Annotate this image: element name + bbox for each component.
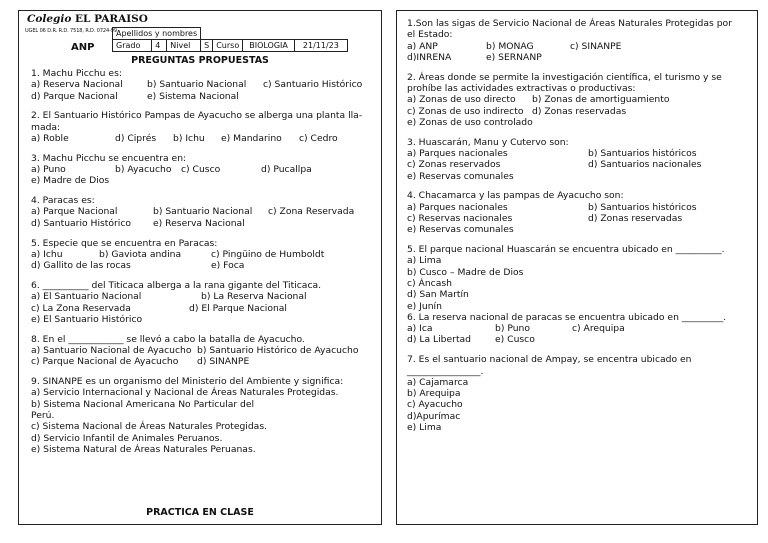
answer-option: b) Santuarios históricos bbox=[588, 147, 697, 159]
answer-option: e) Sistema Nacional bbox=[147, 90, 239, 102]
question-line bbox=[407, 83, 747, 94]
question-line bbox=[31, 153, 377, 164]
answer-option: d)INRENA bbox=[407, 51, 452, 63]
question-line bbox=[407, 190, 747, 201]
question-text: 3. Huascarán, Manu y Cutervo son: bbox=[407, 136, 569, 148]
answer-option: d) Gallito de las rocas bbox=[31, 260, 131, 272]
left-question-6 bbox=[31, 280, 377, 325]
right-worksheet-panel bbox=[396, 10, 758, 525]
question-text: prohíbe las actividades extractivas o productivas: bbox=[407, 82, 636, 94]
answer-option: d) Santuarios nacionales bbox=[588, 159, 702, 171]
question-line bbox=[407, 323, 747, 334]
level-label: Nivel bbox=[167, 40, 201, 52]
answer-option: c) Zona Reservada bbox=[268, 206, 355, 218]
answer-option: c) Arequipa bbox=[572, 323, 625, 335]
question-line bbox=[407, 377, 747, 388]
answer-option: c) La Zona Reservada bbox=[31, 302, 131, 314]
right-question-5 bbox=[407, 244, 747, 346]
answer-option: b) Santuario Histórico de Ayacucho bbox=[197, 344, 359, 356]
answer-option: d) El Parque Nacional bbox=[189, 302, 287, 314]
answer-option: a) Santuario Nacional de Ayacucho bbox=[31, 344, 192, 356]
question-text: 1. Machu Picchu es: bbox=[31, 68, 122, 79]
answer-option: c) Zonas de uso indirecto bbox=[407, 105, 524, 117]
answer-option: e) Mandarino bbox=[221, 132, 282, 144]
question-text: mada: bbox=[31, 121, 61, 133]
left-question-5 bbox=[31, 238, 377, 272]
answer-option: a) Servicio Internacional y Nacional de Áreas Naturales Protegidas. bbox=[31, 387, 339, 399]
answer-option: a) Zonas de uso directo bbox=[407, 94, 516, 106]
question-line bbox=[31, 410, 377, 421]
question-line bbox=[407, 106, 747, 117]
answer-option: a) Cajamarca bbox=[407, 376, 469, 388]
question-text: Perú. bbox=[31, 409, 55, 421]
question-line bbox=[31, 164, 377, 175]
question-text: 2. Áreas donde se permite la investigación científica, el turismo y se bbox=[407, 71, 722, 83]
left-question-7 bbox=[31, 334, 377, 368]
course-label: Curso bbox=[213, 40, 243, 52]
question-text: 8. En el ____________ se llevó a cabo la batalla de Ayacucho. bbox=[31, 333, 305, 345]
question-line bbox=[31, 68, 377, 79]
question-line bbox=[407, 278, 747, 289]
grade-label: Grado bbox=[113, 40, 152, 52]
answer-option: e) Reservas comunales bbox=[407, 170, 514, 182]
logo-name: EL PARAISO bbox=[75, 13, 148, 25]
date-value: 21/11/23 bbox=[294, 40, 347, 52]
answer-option: a) Parques nacionales bbox=[407, 201, 508, 213]
school-logo bbox=[27, 13, 148, 25]
answer-option: d) Parque Nacional bbox=[31, 90, 118, 102]
question-line bbox=[31, 122, 377, 133]
question-line bbox=[31, 303, 377, 314]
right-question-6 bbox=[407, 354, 747, 433]
left-question-4 bbox=[31, 195, 377, 229]
question-line bbox=[407, 267, 747, 278]
question-line bbox=[407, 213, 747, 224]
question-text: 7. Es el santuario nacional de Ampay, se encentra ubicado en bbox=[407, 354, 692, 366]
question-text: el Estado: bbox=[407, 29, 453, 41]
answer-option: a) Roble bbox=[31, 132, 69, 144]
question-line bbox=[31, 433, 377, 444]
left-question-2 bbox=[31, 110, 377, 144]
answer-option: b) Santuario Nacional bbox=[153, 206, 253, 218]
left-question-8 bbox=[31, 376, 377, 455]
question-line bbox=[407, 255, 747, 266]
answer-option: d) San Martín bbox=[407, 289, 469, 301]
question-line bbox=[31, 291, 377, 302]
answer-option: d) Servicio Infantil de Animales Peruanos. bbox=[31, 432, 223, 444]
question-text: 4. Paracas es: bbox=[31, 195, 95, 207]
answer-option: b) Puno bbox=[495, 323, 530, 335]
answer-option: c) Áncash bbox=[407, 277, 452, 289]
answer-option: d) SINANPE bbox=[197, 356, 250, 368]
answer-option: e) Zonas de uso controlado bbox=[407, 116, 533, 128]
question-line bbox=[31, 444, 377, 455]
question-line bbox=[31, 91, 377, 102]
answer-option: e) Foca bbox=[211, 260, 245, 272]
question-line bbox=[407, 289, 747, 300]
question-line bbox=[407, 41, 747, 52]
answer-option: a) Ichu bbox=[31, 248, 63, 260]
names-label: Apellidos y nombres bbox=[113, 28, 201, 40]
question-line bbox=[407, 354, 747, 365]
question-line bbox=[31, 399, 377, 410]
answer-option: d) Ciprés bbox=[115, 132, 157, 144]
question-line bbox=[31, 387, 377, 398]
question-line bbox=[31, 206, 377, 217]
section-footer: PRACTICA EN CLASE bbox=[146, 507, 254, 518]
question-line bbox=[407, 159, 747, 170]
answer-option: a) Lima bbox=[407, 255, 442, 267]
question-text: ________________. bbox=[407, 365, 484, 377]
answer-option: c) Santuario Histórico bbox=[263, 79, 363, 91]
question-line bbox=[407, 301, 747, 312]
question-line bbox=[407, 202, 747, 213]
left-questions bbox=[31, 68, 377, 464]
answer-option: a) El Santuario Nacional bbox=[31, 291, 142, 303]
question-text: 6. __________ del Titicaca alberga a la rana gigante del Titicaca. bbox=[31, 279, 322, 291]
answer-option: b) MONAG bbox=[486, 40, 534, 52]
question-line bbox=[407, 366, 747, 377]
question-text: 4. Chacamarca y las pampas de Ayacucho son: bbox=[407, 190, 624, 202]
answer-option: c) Pingüino de Humboldt bbox=[211, 248, 325, 260]
answer-option: e) Reservas comunales bbox=[407, 224, 514, 236]
answer-option: b) Sistema Nacional Americana No Particular del bbox=[31, 398, 255, 410]
section-title: PREGUNTAS PROPUESTAS bbox=[131, 55, 269, 66]
answer-option: b) Zonas de amortiguamiento bbox=[532, 94, 670, 106]
grade-value: 4 bbox=[152, 40, 167, 52]
question-line bbox=[407, 29, 747, 40]
question-text: 5. Especie que se encuentra en Paracas: bbox=[31, 237, 218, 249]
question-text: 3. Machu Picchu se encuentra en: bbox=[31, 152, 187, 164]
question-line bbox=[31, 238, 377, 249]
course-code: ANP bbox=[71, 42, 95, 53]
answer-option: a) Parques nacionales bbox=[407, 147, 508, 159]
course-value: BIOLOGIA bbox=[243, 40, 295, 52]
answer-option: b) Arequipa bbox=[407, 388, 461, 400]
answer-option: b) La Reserva Nacional bbox=[201, 291, 307, 303]
right-question-2 bbox=[407, 72, 747, 128]
question-line bbox=[407, 18, 747, 29]
question-text: 1.Son las sigas de Servicio Nacional de Áreas Naturales Protegidas por bbox=[407, 18, 732, 29]
answer-option: a) ANP bbox=[407, 40, 438, 52]
question-line bbox=[31, 421, 377, 432]
question-text: 9. SINANPE es un organismo del Ministerio del Ambiente y significa: bbox=[31, 376, 344, 388]
answer-option: d) Santuario Histórico bbox=[31, 217, 132, 229]
question-line bbox=[31, 334, 377, 345]
question-line bbox=[407, 137, 747, 148]
answer-option: c) SINANPE bbox=[570, 40, 622, 52]
answer-option: d) Pucallpa bbox=[261, 164, 312, 176]
answer-option: c) Reservas nacionales bbox=[407, 212, 513, 224]
resolution-text: UGEL 06 D.R. R.D. 7518, R.D. 0724-99 bbox=[25, 28, 117, 34]
answer-option: e) Sistema Natural de Áreas Naturales Peruanas. bbox=[31, 443, 256, 455]
answer-option: d)Apurímac bbox=[407, 410, 461, 422]
answer-option: e) Madre de Dios bbox=[31, 175, 110, 187]
answer-option: a) Ica bbox=[407, 323, 433, 335]
answer-option: a) Parque Nacional bbox=[31, 206, 118, 218]
answer-option: d) Zonas reservadas bbox=[532, 105, 627, 117]
question-line bbox=[31, 195, 377, 206]
question-line bbox=[31, 314, 377, 325]
left-worksheet-panel bbox=[18, 10, 382, 525]
question-line bbox=[407, 411, 747, 422]
question-line bbox=[31, 218, 377, 229]
question-line bbox=[31, 345, 377, 356]
question-line bbox=[31, 249, 377, 260]
answer-option: c) Zonas reservados bbox=[407, 159, 501, 171]
right-questions bbox=[407, 18, 747, 442]
question-line bbox=[31, 175, 377, 186]
question-line bbox=[31, 133, 377, 144]
left-question-3 bbox=[31, 153, 377, 187]
right-question-3 bbox=[407, 137, 747, 182]
question-text: 2. El Santuario Histórico Pampas de Ayacucho se alberga una planta lla- bbox=[31, 110, 363, 122]
answer-option: c) Cedro bbox=[299, 132, 338, 144]
answer-option: d) Zonas reservadas bbox=[588, 212, 683, 224]
question-line bbox=[407, 399, 747, 410]
question-line bbox=[31, 260, 377, 271]
answer-option: c) Ayacucho bbox=[407, 399, 463, 411]
answer-option: b) Cusco – Madre de Dios bbox=[407, 266, 524, 278]
answer-option: c) Sistema Nacional de Áreas Naturales Protegidas. bbox=[31, 421, 268, 433]
answer-option: e) Reserva Nacional bbox=[153, 217, 245, 229]
question-line bbox=[31, 79, 377, 90]
right-question-4 bbox=[407, 190, 747, 235]
right-question-1 bbox=[407, 18, 747, 63]
answer-option: e) Cusco bbox=[495, 334, 535, 346]
question-line bbox=[407, 52, 747, 63]
answer-option: d) La Libertad bbox=[407, 334, 472, 346]
question-line bbox=[407, 334, 747, 345]
answer-option: c) Parque Nacional de Ayacucho bbox=[31, 356, 179, 368]
question-line bbox=[407, 312, 747, 323]
question-line bbox=[407, 72, 747, 83]
question-line bbox=[407, 171, 747, 182]
names-field[interactable] bbox=[201, 28, 348, 40]
left-question-1 bbox=[31, 68, 377, 102]
question-line bbox=[407, 94, 747, 105]
answer-option: b) Ichu bbox=[173, 132, 205, 144]
answer-option: e) Lima bbox=[407, 422, 442, 433]
question-line bbox=[31, 356, 377, 367]
question-line bbox=[407, 388, 747, 399]
answer-option: b) Ayacucho bbox=[115, 164, 172, 176]
question-line bbox=[407, 117, 747, 128]
question-text: 6. La reserva nacional de paracas se encuentra ubicado en _________. bbox=[407, 311, 727, 323]
question-line bbox=[407, 224, 747, 235]
answer-option: e) El Santuario Histórico bbox=[31, 313, 143, 325]
logo-prefix: Colegio bbox=[27, 13, 72, 25]
answer-option: b) Gaviota andina bbox=[99, 248, 182, 260]
question-line bbox=[407, 148, 747, 159]
answer-option: b) Santuario Nacional bbox=[147, 79, 247, 91]
student-info-table bbox=[112, 27, 348, 52]
level-value: S bbox=[201, 40, 213, 52]
question-line bbox=[407, 422, 747, 433]
answer-option: a) Puno bbox=[31, 164, 66, 176]
answer-option: e) SERNANP bbox=[486, 51, 542, 63]
question-line bbox=[31, 376, 377, 387]
answer-option: a) Reserva Nacional bbox=[31, 79, 123, 91]
answer-option: b) Santuarios históricos bbox=[588, 201, 697, 213]
answer-option: e) Junín bbox=[407, 300, 442, 312]
answer-option: c) Cusco bbox=[181, 164, 221, 176]
question-text: 5. El parque nacional Huascarán se encuentra ubicado en __________. bbox=[407, 244, 725, 256]
question-line bbox=[407, 244, 747, 255]
question-line bbox=[31, 280, 377, 291]
question-line bbox=[31, 110, 377, 121]
